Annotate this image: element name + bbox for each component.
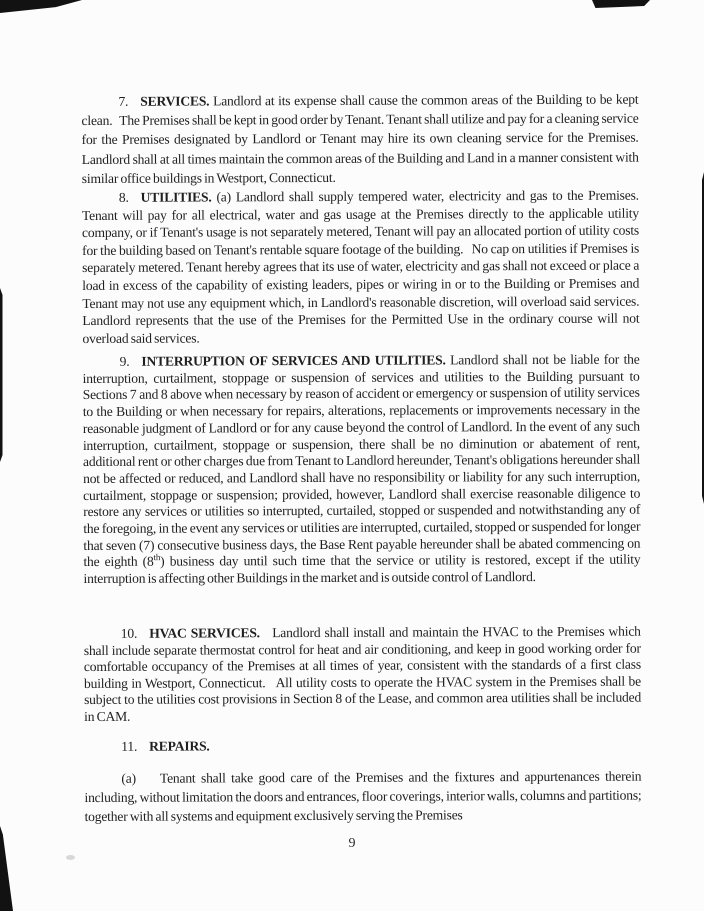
- subsection-a-label: (a): [121, 770, 136, 786]
- section-11-repairs-heading: [84, 735, 641, 756]
- section-9-superscript: th: [153, 552, 161, 563]
- page-number: 9: [348, 836, 356, 851]
- section-8-number: 8.: [118, 189, 129, 205]
- section-9-body: Landlord shall not be liable for the interruption, curtailment, stoppage or suspension of services and utilities to the Building pursuant to Sections 7 and 8 above when necessary by reason of accident or emergency or suspension of utility services to the Building or when necessary for repairs, alterations, replacements or improvements necessary in the reasonable judgment of Landlord or for any cause beyond the control of Landlord. In the event of any such interruption, curtailment, stoppage or suspension, there shall be no diminution or abatement of rent, additional rent or other charges due from Tenant to Landlord hereunder, Tenant's obligations hereunder shall not be affected or reduced, and Landlord shall have no responsibility or liability for any such interruption, curtailment, stoppage or suspension; provided, however, Landlord shall exercise reasonable diligence to restore any services or utilities so interrupted, curtailed, stopped or suspended and notwithstanding any of the foregoing, in the event any services or utilities are interrupted, curtailed, stopped or suspended for longer that seven (7) consecutive business days, the Base Rent payable hereunder shall be abated commencing on the eighth (8: [82, 351, 641, 570]
- scan-artifact-smudge: [66, 855, 75, 860]
- section-9-interruption: [83, 352, 641, 588]
- section-10-number: 10.: [120, 625, 138, 641]
- scan-artifact-top-right: [592, 0, 650, 8]
- section-9-body-continued: ) business day until such time that the service or utility is restored, except if the utility interruption is affecting other Buildings in the market and is outside control of Landlord.: [83, 552, 641, 587]
- section-10-hvac: [84, 624, 641, 725]
- section-10-heading: HVAC SERVICES.: [149, 625, 260, 641]
- scan-artifact-top-left: [0, 0, 82, 13]
- section-11-number: 11.: [121, 738, 138, 754]
- subsection-a-body: Tenant shall take good care of the Premises and the fixtures and appurtenances therein including, without limitation the doors and entrances, floor coverings, interior walls, columns and partitions; together with all systems and equipment exclusively serving the Premises: [84, 768, 642, 824]
- section-8-body: (a) Landlord shall supply tempered water, electricity and gas to the Premises. Tenant will pay for all electrical, water and gas usage at the Premises directly to the applicable utility company, or if Tenant's usage is not separately metered, Tenant will pay an allocated portion of utility costs for the building based on Tenant's rentable square footage of the building. No cap on utilities if Premises is separately metered. Tenant hereby agrees that its use of water, electricity and gas shall not exceed or place a load in excess of the capability of existing leaders, pipes or wiring in or to the Building or Premises and Tenant may not use any equipment which, in Landlord's reasonable discretion, will overload said services. Landlord represents that the use of the Premises for the Permitted Use in the ordinary course will not overload said services.: [81, 187, 640, 346]
- section-10-body: Landlord shall install and maintain the HVAC to the Premises which shall include separate thermostat control for heat and air conditioning, and keep in good working order for comfortable occupancy of the Premises at all times of year, consistent with the standards of a first class building in Westport, Connecticut. All utility costs to operate the HVAC system in the Premises shall be subject to the utilities cost provisions in Section 8 of the Lease, and common area utilities shall be included in CAM.: [83, 623, 642, 724]
- section-7-number: 7.: [118, 93, 129, 109]
- section-11-heading: REPAIRS.: [149, 738, 210, 754]
- section-11a-repairs-body: [84, 767, 641, 826]
- section-9-number: 9.: [119, 353, 130, 369]
- scan-artifact-left-edge: [0, 288, 3, 462]
- section-9-heading: INTERRUPTION OF SERVICES AND UTILITIES.: [141, 352, 446, 369]
- section-8-utilities: [82, 187, 640, 348]
- section-8-heading: UTILITIES.: [140, 189, 212, 205]
- section-7-services: [81, 90, 638, 188]
- section-7-heading: SERVICES.: [140, 93, 210, 109]
- section-7-body: Landlord at its expense shall cause the common areas of the Building to be kept clean. The Premises shall be kept in good order by Tenant. Tenant shall utilize and pay for a cleaning service for the Premises designated by Landlord or Tenant may hire its own cleaning service for the Premises. Landlord shall at all times maintain the common areas of the Building and Land in a manner consistent with similar office buildings in Westport, Connecticut.: [81, 91, 639, 186]
